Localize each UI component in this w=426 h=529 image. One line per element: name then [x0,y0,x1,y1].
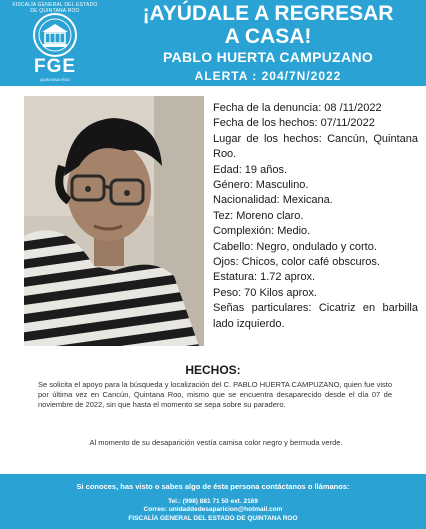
poster-title [110,2,426,48]
logo-bottom-text: QUINTANA ROO [39,77,71,82]
contact-footer [0,474,426,529]
person-name: PABLO HUERTA CAMPUZANO [162,49,374,65]
detail-eyes: Ojos: Chicos, color café obscuros. [213,256,380,269]
detail-build: Complexión: Medio. [213,225,311,238]
contact-email: Correo: unidaddedesaparicion@hotmail.com [143,506,283,513]
detail-hair: Cabello: Negro, ondulado y corto. [213,240,377,253]
title-line-2: A CASA! [224,25,312,48]
detail-nationality: Nacionalidad: Mexicana. [213,194,333,207]
title-line-1: ¡AYÚDALE A REGRESAR [142,2,394,25]
detail-age: Edad: 19 años. [213,163,288,176]
detail-height: Estatura: 1.72 aprox. [213,271,316,284]
facts-paragraph: Se solicita el apoyo para la búsqueda y localización del C. PABLO HUERTA CAMPUZANO, quien fue visto por última vez en Cancún, Quintana Roo, mismo que se encuentra desaparecido desde el día 07 de noviembre de 2022, sin que hasta el momento se sepa sobre su paradero. [38,380,392,409]
person-details [213,101,418,332]
header-banner [0,0,426,86]
contact-phone: Tel.: (998) 881 71 50 ext. 2169 [168,498,258,505]
alert-number [110,66,426,82]
seal-icon [32,12,78,58]
detail-marks: Señas particulares: Cicatriz en barbilla lado izquierdo. [213,302,418,330]
facts-heading: HECHOS: [185,363,241,377]
detail-gender: Género: Masculino. [213,179,309,192]
contact-prompt: Si conoces, has visto o sabes algo de ésta persona contáctanos o llámanos: [76,482,350,491]
fge-logo-text: FGE [33,56,77,77]
detail-complexion-tone: Tez: Moreno claro. [213,209,304,222]
logo-top-text: FISCALÍA GENERAL DEL ESTADO DE QUINTANA ROO [12,2,98,14]
person-photo [24,96,204,346]
alert-text: ALERTA : 204/7N/2022 [194,69,342,82]
detail-weight: Peso: 70 Kilos aprox. [213,286,317,299]
detail-location: Lugar de los hechos: Cancún, Quintana Roo. [213,132,418,161]
footer-organization: FISCALÍA GENERAL DEL ESTADO DE QUINTANA ROO [128,515,298,522]
detail-event-date: Fecha de los hechos: 07/11/2022 [213,117,375,130]
clothing-paragraph: Al momento de su desaparición vestía camisa color negro y bermuda verde. [89,438,343,447]
fge-logo [0,0,110,86]
detail-report-date: Fecha de la denuncia: 08 /11/2022 [213,102,382,114]
